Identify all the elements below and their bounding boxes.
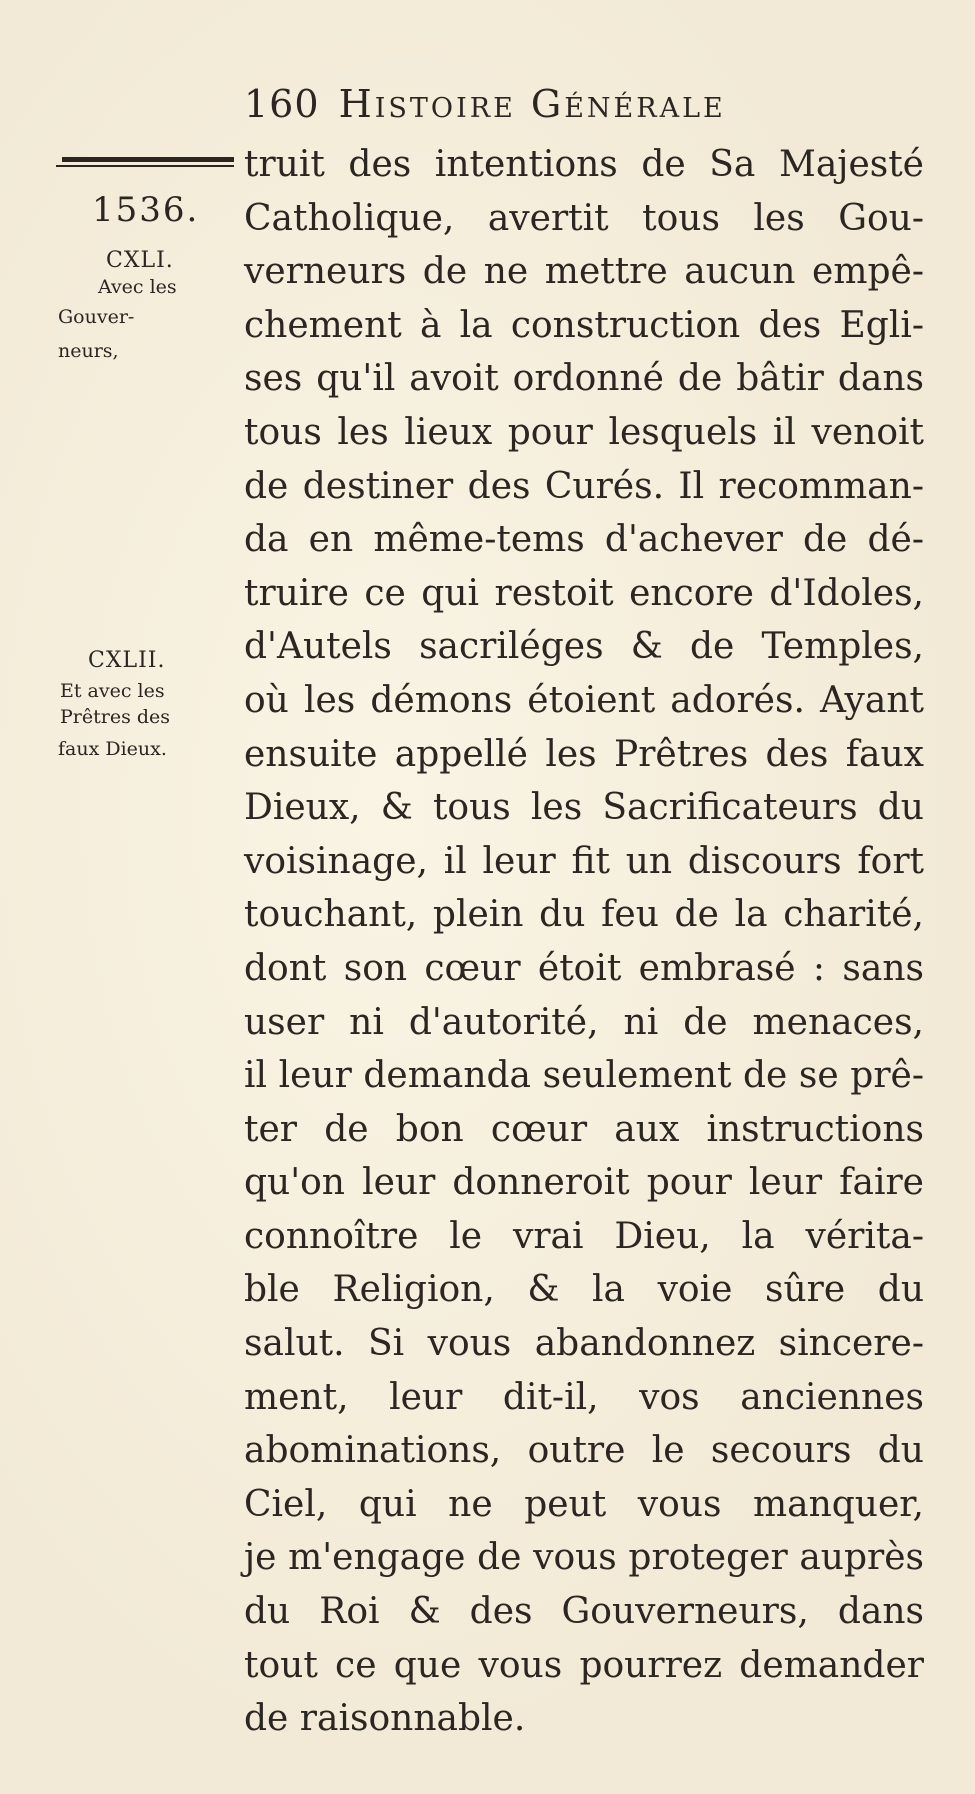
text-line: tout ce que vous pourrez demander xyxy=(244,1644,924,1686)
text-line: Catholique, avertit tous les Gou- xyxy=(244,197,924,239)
text-line: ment, leur dit-il, vos anciennes xyxy=(244,1376,924,1418)
text-line: Ciel, qui ne peut vous manquer, xyxy=(244,1483,924,1525)
text-line: tous les lieux pour lesquels il venoit xyxy=(244,411,924,453)
text-line: ses qu'il avoit ordonné de bâtir dans xyxy=(244,358,924,400)
text-line: user ni d'autorité, ni de menaces, xyxy=(244,1001,924,1043)
text-line: Dieux, & tous les Sacrificateurs du xyxy=(244,787,924,829)
text-line: truire ce qui restoit encore d'Idoles, xyxy=(244,572,924,614)
body-text xyxy=(244,138,924,1746)
text-line: du Roi & des Gouverneurs, dans xyxy=(244,1591,924,1633)
text-line: ensuite appellé les Prêtres des faux xyxy=(244,733,924,775)
margin-year: 1536. xyxy=(92,190,200,230)
text-line: qu'on leur donneroit pour leur faire xyxy=(244,1162,924,1204)
running-header xyxy=(244,82,904,142)
text-line: truit des intentions de Sa Majesté xyxy=(244,144,924,185)
page-number: 160 xyxy=(244,82,320,126)
text-line: voisinage, il leur fit un discours fort xyxy=(244,840,924,882)
text-line: abominations, outre le secours du xyxy=(244,1430,924,1472)
rule-thick-line xyxy=(62,157,234,162)
text-line: dont son cœur étoit embrasé : sans xyxy=(244,947,924,989)
margin-note-1-line: Avec les xyxy=(98,276,177,298)
running-title: Histoire Générale xyxy=(338,82,726,126)
text-line: connoître le vrai Dieu, la vérita- xyxy=(244,1215,924,1257)
text-line: salut. Si vous abandonnez sincere- xyxy=(244,1323,924,1365)
text-line: ter de bon cœur aux instructions xyxy=(244,1108,924,1150)
margin-note-2-label: CXLII. xyxy=(88,648,166,673)
text-line: touchant, plein du feu de la charité, xyxy=(244,894,924,936)
text-line: il leur demanda seulement de se prê- xyxy=(244,1055,924,1097)
ornamental-rule xyxy=(56,157,234,167)
margin-note-1-line: Gouver- xyxy=(58,306,135,328)
text-line: verneurs de ne mettre aucun empê- xyxy=(244,251,924,293)
margin-note-1-line: neurs, xyxy=(58,340,119,362)
text-line: d'Autels sacriléges & de Temples, xyxy=(244,626,924,668)
rule-thin-line xyxy=(56,165,234,167)
margin-note-2-line: faux Dieux. xyxy=(58,738,167,760)
margin-note-2-line: Et avec les xyxy=(60,680,165,702)
text-line: de raisonnable. xyxy=(244,1698,526,1740)
text-line: où les démons étoient adorés. Ayant xyxy=(244,679,924,721)
margin-note-2-line: Prêtres des xyxy=(60,706,171,728)
margin-note-1-label: CXLI. xyxy=(106,248,174,273)
text-line: ble Religion, & la voie sûre du xyxy=(244,1269,924,1311)
text-line: je m'engage de vous proteger auprès xyxy=(244,1537,924,1579)
text-line: de destiner des Curés. Il recomman- xyxy=(244,465,924,507)
text-line: chement à la construction des Egli- xyxy=(244,304,924,346)
text-line: da en même-tems d'achever de dé- xyxy=(244,519,924,561)
